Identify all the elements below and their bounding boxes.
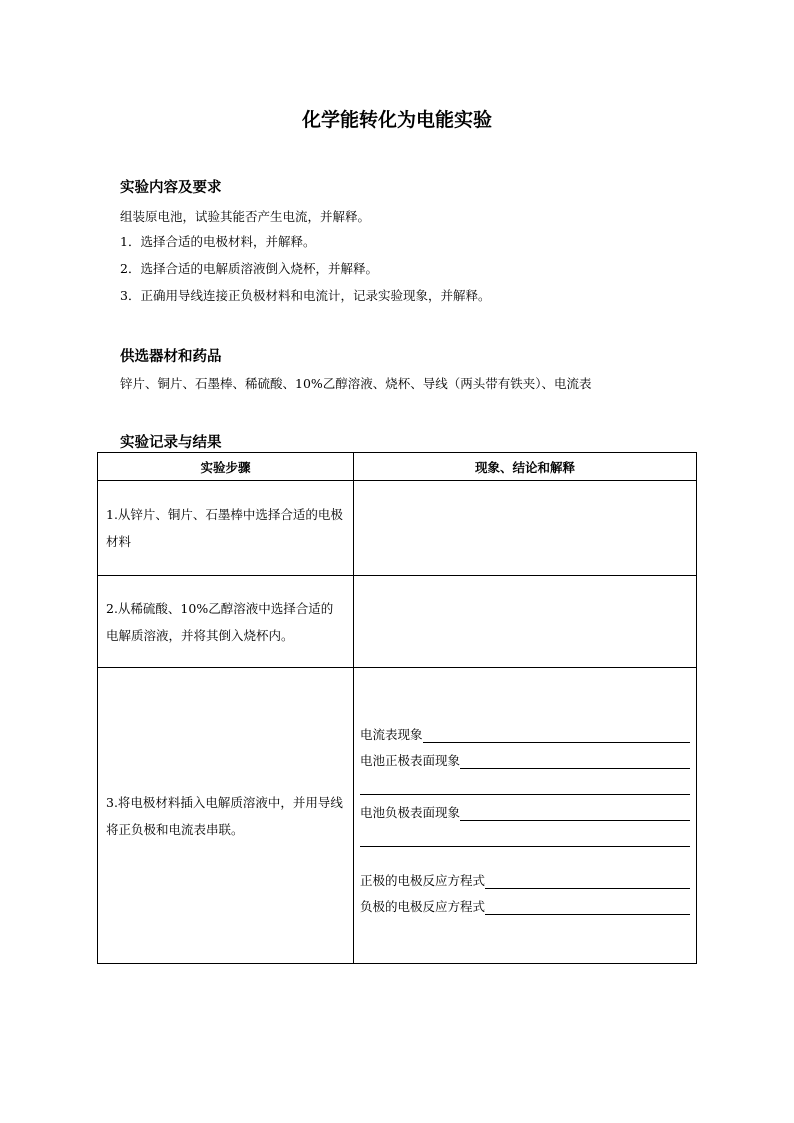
positive-equation-label: 正极的电极反应方程式: [360, 872, 486, 888]
negative-surface-label: 电池负极表面现象: [360, 804, 461, 820]
header-results: 现象、结论和解释: [354, 453, 697, 481]
requirements-heading: 实验内容及要求: [120, 180, 222, 196]
step-cell: 2.从稀硫酸、10%乙醇溶液中选择合适的电解质溶液，并将其倒入烧杯内。: [98, 576, 354, 668]
answer-line[interactable]: [423, 727, 690, 743]
ammeter-label: 电流表现象: [360, 726, 423, 742]
table-header-row: [98, 453, 697, 481]
header-steps: 实验步骤: [98, 453, 354, 481]
answer-line[interactable]: [360, 779, 690, 795]
table-row: [98, 668, 697, 964]
negative-surface-field: [360, 795, 690, 821]
negative-equation-label: 负极的电极反应方程式: [360, 898, 486, 914]
step-cell: 3.将电极材料插入电解质溶液中，并用导线将正负极和电流表串联。: [98, 668, 354, 964]
requirements-intro: 组装原电池，试验其能否产生电流，并解释。: [120, 209, 371, 224]
blank-line: [360, 769, 690, 795]
result-cell[interactable]: [354, 576, 697, 668]
materials-heading: 供选器材和药品: [120, 349, 222, 365]
result-cell[interactable]: [354, 481, 697, 576]
answer-line[interactable]: [485, 899, 690, 915]
answer-line[interactable]: [460, 805, 690, 821]
step-cell: 1.从锌片、铜片、石墨棒中选择合适的电极材料: [98, 481, 354, 576]
answer-line[interactable]: [360, 831, 690, 847]
result-cell: [354, 668, 697, 964]
positive-surface-label: 电池正极表面现象: [360, 752, 461, 768]
materials-text: 锌片、铜片、石墨棒、稀硫酸、10%乙醇溶液、烧杯、导线（两头带有铁夹）、电流表: [120, 376, 592, 391]
requirement-item: 1．选择合适的电极材料，并解释。: [120, 234, 316, 249]
answer-line[interactable]: [460, 753, 690, 769]
record-heading: 实验记录与结果: [120, 435, 222, 451]
page-title: 化学能转化为电能实验: [301, 109, 492, 131]
answer-line[interactable]: [485, 873, 690, 889]
table-row: [98, 481, 697, 576]
requirement-item: 2．选择合适的电解质溶液倒入烧杯，并解释。: [120, 261, 378, 276]
record-table: [97, 452, 697, 964]
ammeter-field: [360, 717, 690, 743]
negative-equation-field: [360, 889, 690, 915]
positive-equation-field: [360, 863, 690, 889]
table-row: [98, 576, 697, 668]
requirement-item: 3．正确用导线连接正负极材料和电流计，记录实验现象，并解释。: [120, 288, 491, 303]
blank-line: [360, 821, 690, 847]
positive-surface-field: [360, 743, 690, 769]
